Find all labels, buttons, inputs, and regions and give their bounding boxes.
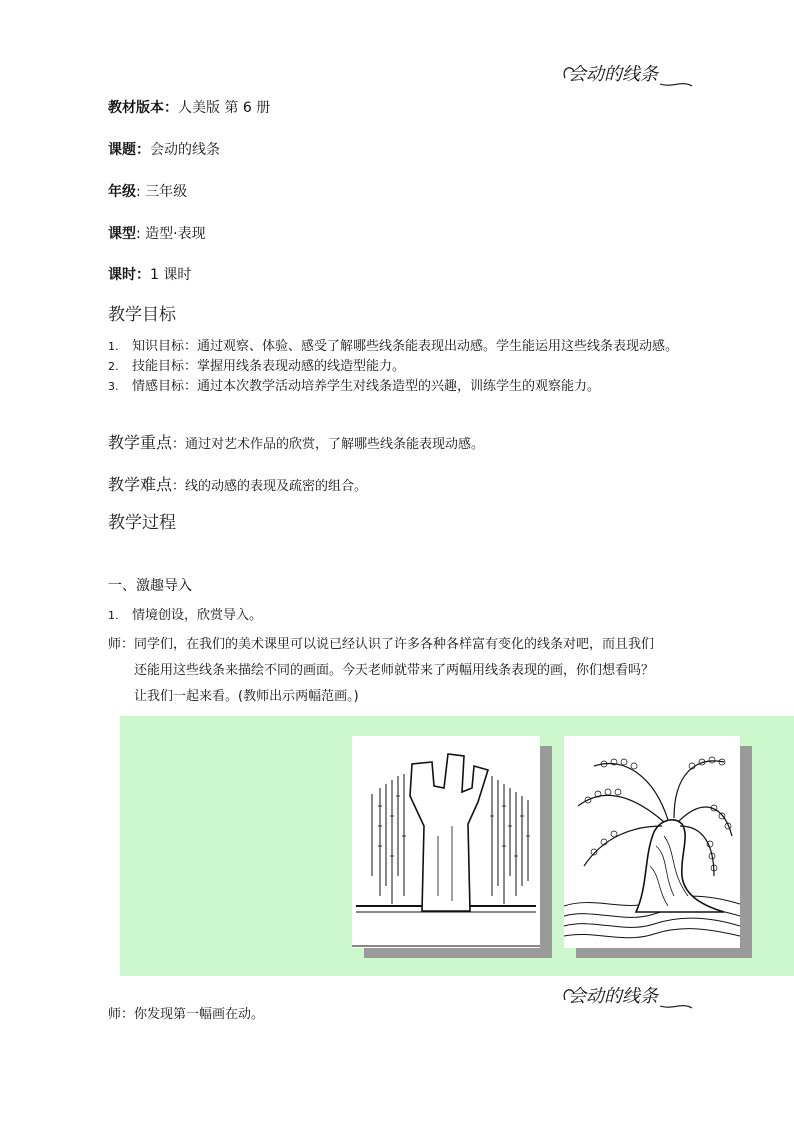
section-heading: 一、激趣导入 [108,578,192,594]
goal-item: 2. 技能目标：掌握用线条表现动感的线造型能力。 [108,359,406,374]
goals-title: 教学目标 [108,305,176,325]
header-logo [560,60,700,90]
footer-logo-text: 会动的线条 [568,986,658,1007]
key-point: 教学重点：通过对艺术作品的欣赏，了解哪些线条能表现动感。 [108,433,485,452]
header-logo-text: 会动的线条 [568,64,658,85]
artwork-wind-tree [564,736,740,948]
teacher-line-4: 师：你发现第一幅画在动。 [108,1007,265,1022]
meta-edition: 教材版本：人美版 第 6 册 [108,100,271,116]
goal-item: 1. 知识目标：通过观察、体验、感受了解哪些线条能表现出动感。学生能运用这些线条表现动感。 [108,339,679,354]
meta-grade: 年级: 三年级 [108,184,188,200]
meta-lesson-type: 课型: 造型·表现 [108,226,206,242]
difficulty: 教学难点：线的动感的表现及疏密的组合。 [108,475,368,494]
goal-item: 3. 情感目标：通过本次教学活动培养学生对线条造型的兴趣，训练学生的观察能力。 [108,379,601,394]
artwork-willow-tree [352,736,540,948]
teacher-line-3: 让我们一起来看。(教师出示两幅范画。) [134,689,359,704]
meta-hours: 课时：1 课时 [108,267,192,283]
teacher-line-2: 还能用这些线条来描绘不同的画面。今天老师就带来了两幅用线条表现的画，你们想看吗？ [134,663,655,678]
teacher-dialog [108,632,708,710]
process-title: 教学过程 [108,513,176,533]
meta-topic: 课题：会动的线条 [108,142,220,158]
teacher-line-1: 师：同学们，在我们的美术课里可以说已经认识了许多各种各样富有变化的线条对吧，而且我们 [108,637,655,652]
goals-list [108,337,708,397]
step-item: 1. 情境创设，欣赏导入。 [108,608,263,623]
